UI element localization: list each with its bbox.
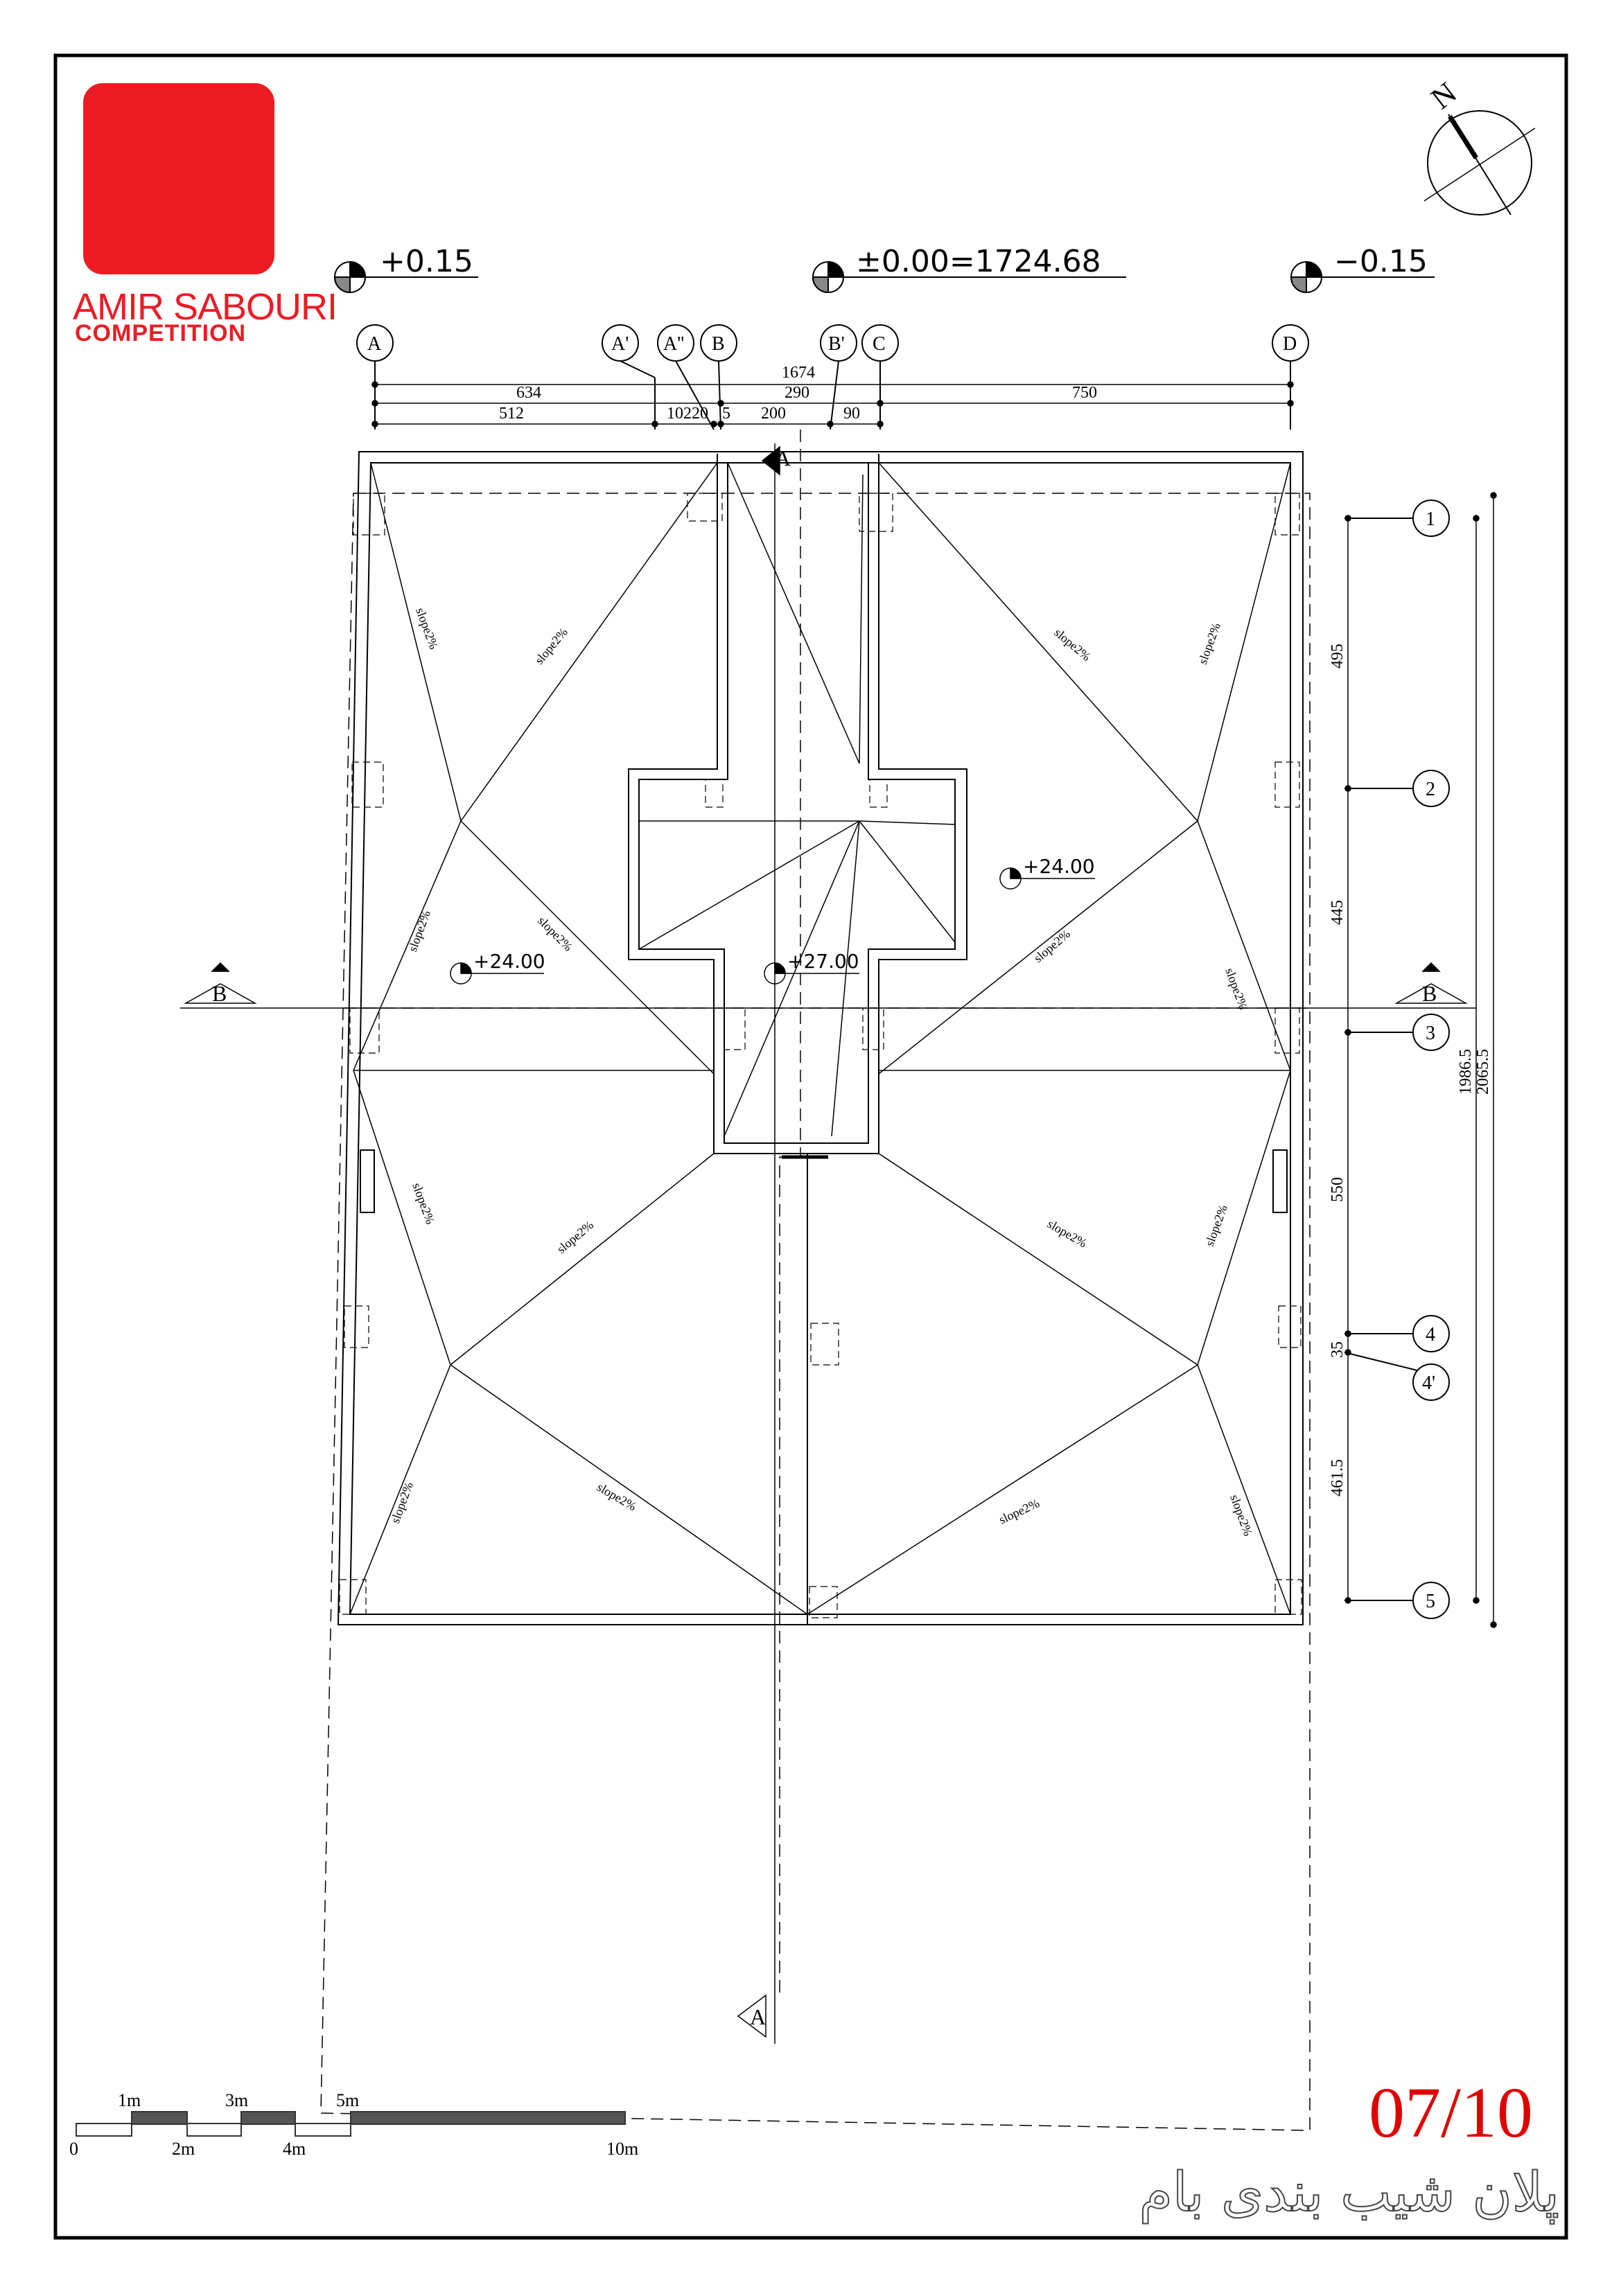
grid-col-A: A — [367, 333, 382, 355]
slope-label: slope2% — [1227, 1492, 1256, 1538]
dim-top-200: 200 — [761, 405, 786, 423]
grid-row-3: 3 — [1426, 1023, 1435, 1044]
grid-row-5: 5 — [1426, 1591, 1435, 1612]
section-b-west: B — [212, 981, 227, 1006]
dim-top-750: 750 — [1072, 384, 1097, 402]
scale-label-2m: 2m — [172, 2139, 195, 2159]
section-b-east: B — [1422, 981, 1437, 1006]
slope-label: slope2% — [410, 1181, 438, 1226]
scale-bar — [76, 2112, 625, 2136]
level-label-datum: ±0.00=1724.68 — [856, 244, 1101, 279]
dim-right-461: 461.5 — [1329, 1459, 1347, 1496]
dim-right-445: 445 — [1329, 900, 1347, 925]
scale-label-3m: 3m — [225, 2090, 249, 2110]
sheet-border — [55, 55, 1566, 2238]
dim-right-total-2: 2065.5 — [1474, 1049, 1492, 1095]
slope-label: slope2% — [1202, 1203, 1230, 1248]
sheet-number: 07/10 — [1369, 2073, 1533, 2153]
scale-label-0: 0 — [69, 2139, 78, 2159]
dim-right-total-1: 1986.5 — [1457, 1049, 1475, 1095]
section-line-a — [738, 443, 780, 2044]
grid-col-B1: B' — [828, 333, 845, 355]
dim-right-35: 35 — [1329, 1341, 1347, 1358]
grid-row-1: 1 — [1426, 509, 1435, 530]
dim-right-550: 550 — [1329, 1177, 1347, 1202]
slope-label: slope2% — [405, 908, 433, 954]
roof-outline — [338, 452, 1303, 1625]
logo-subtitle: COMPETITION — [75, 320, 247, 346]
dashed-columns — [340, 493, 1302, 1618]
grid-col-A2: A'' — [663, 333, 685, 355]
scale-label-4m: 4m — [283, 2139, 306, 2159]
slope-label: slope2% — [532, 625, 570, 667]
slope-label: slope2% — [1045, 1217, 1089, 1251]
slope-label: slope2% — [1223, 966, 1251, 1012]
dim-top-90: 90 — [843, 405, 860, 423]
dim-top-290: 290 — [785, 384, 809, 402]
slope-label: slope2% — [554, 1217, 597, 1257]
dim-top-512: 512 — [499, 405, 524, 423]
roof-level-west: +24.00 — [473, 950, 545, 973]
slope-label: slope2% — [387, 1480, 416, 1526]
grid-row-4p: 4' — [1422, 1372, 1436, 1394]
roof-slope-lines — [350, 463, 1290, 1614]
section-a-bottom: A — [750, 2004, 766, 2029]
grid-row-2: 2 — [1426, 779, 1435, 800]
north-arrow — [1424, 76, 1535, 215]
logo-badge — [83, 83, 274, 274]
grid-col-C: C — [873, 333, 886, 355]
grid-col-D: D — [1283, 333, 1297, 355]
dim-right-495: 495 — [1329, 644, 1347, 669]
roof-level-east: +24.00 — [1023, 855, 1095, 878]
grid-col-B: B — [712, 333, 725, 355]
scale-label-10m: 10m — [606, 2139, 639, 2159]
slope-label: slope2% — [1051, 625, 1094, 664]
slope-label: slope2% — [1195, 621, 1223, 666]
grid-row-4: 4 — [1426, 1324, 1435, 1345]
slope-label: slope2% — [1031, 926, 1074, 966]
dashed-outlines — [321, 430, 1310, 2130]
section-a-top: A — [775, 445, 791, 470]
dim-top-5: 5 — [722, 405, 730, 423]
dim-top-634: 634 — [516, 384, 541, 402]
dim-top-total: 1674 — [782, 364, 815, 382]
slope-label: slope2% — [535, 913, 576, 954]
scale-label-1m: 1m — [118, 2090, 141, 2110]
north-label: N — [1424, 75, 1463, 116]
slope-label: slope2% — [595, 1480, 639, 1514]
scale-label-5m: 5m — [336, 2090, 360, 2110]
slope-label: slope2% — [413, 606, 441, 651]
dim-top-10220: 10220 — [667, 405, 708, 423]
roof-level-center: +27.00 — [787, 950, 859, 973]
slope-label: slope2% — [997, 1496, 1042, 1527]
sheet-title: پلان شیب بندی بام — [1139, 2162, 1559, 2224]
grid-col-A1: A' — [611, 333, 629, 355]
level-label-east: −0.15 — [1334, 244, 1428, 279]
logo-title: AMIR SABOURI — [73, 286, 338, 328]
level-label-west: +0.15 — [380, 244, 473, 279]
